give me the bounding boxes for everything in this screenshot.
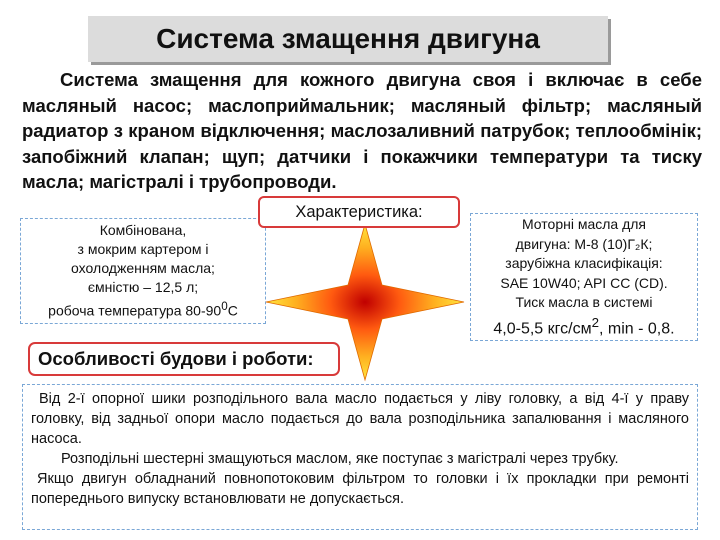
features-paragraph-2: Розподільні шестерні змащуються маслом, яке поступає з магістралі через трубку. xyxy=(61,451,619,467)
right-line-6 xyxy=(493,313,674,339)
features-label: Особливості будови і роботи: xyxy=(28,342,340,376)
right-line-5: Тиск масла в системі xyxy=(515,294,653,311)
features-box xyxy=(22,384,698,530)
title-banner xyxy=(88,16,608,62)
left-line-5 xyxy=(48,297,238,321)
page-title: Система змащення двигуна xyxy=(156,23,540,54)
pressure-unit: кгс/см xyxy=(547,320,592,338)
right-line-1: Моторні масла для xyxy=(521,216,647,233)
left-line-2: з мокрим картером і xyxy=(77,241,209,258)
left-info-box xyxy=(20,218,266,324)
temperature-unit: С xyxy=(227,302,238,319)
left-line-4: ємністю – 12,5 л; xyxy=(87,279,199,296)
right-line-3: зарубіжна класифікація: xyxy=(505,255,663,272)
left-line-3: охолодженням масла; xyxy=(71,260,215,277)
temperature-text: робоча температура 80-90 xyxy=(48,302,222,319)
right-line-4: SAE 10W40; API CC (CD). xyxy=(500,274,668,291)
right-info-box xyxy=(470,213,698,341)
intro-paragraph: Система змащення для кожного двигуна своя і включає в себе масляный насос; маслоприймальник; масляный фільтр; масляный радиатор з краном відключення; маслозаливний патрубок; теплообмінік; запобіжний клапан; щуп; датчики і покажчики температури та тиску масла; магістралі і трубопроводи. xyxy=(22,69,702,192)
temperature-sup: 0 xyxy=(221,300,228,314)
pressure-value: 4,0-5,5 xyxy=(493,320,548,338)
pressure-min: , min - 0,8. xyxy=(599,320,675,338)
left-line-1: Комбінована, xyxy=(99,222,187,239)
right-line-2: двигуна: М-8 (10)Г₂К; xyxy=(515,235,653,252)
features-paragraph-3: Якщо двигун обладнаний повнопотоковим фільтром то головки і їх прокладки при ремонті попереднього випуску встановлювати не допускається. xyxy=(31,471,689,507)
features-paragraph-1: Від 2-ї опорної шики розподільного вала масло подається у ліву головку, а від 4-ї у праву головку, від задньої опори масло подається до вала розподільника запалювання і масляного насоса. xyxy=(31,391,689,447)
pressure-sup: 2 xyxy=(591,314,600,330)
characteristic-label: Характеристика: xyxy=(258,196,460,228)
